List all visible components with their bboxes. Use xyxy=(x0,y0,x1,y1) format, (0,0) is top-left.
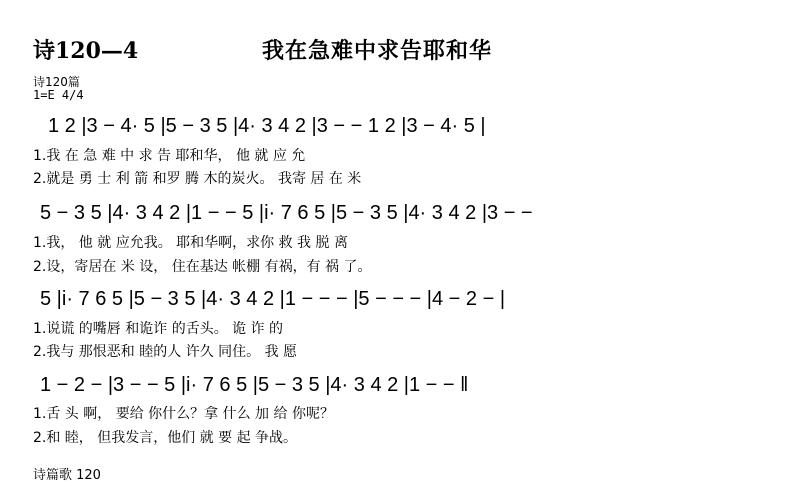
system-2-verse-1: 1.我， 他 就 应允我。 耶和华啊，求你 救 我 脱 离 xyxy=(33,235,348,251)
system-4-verse-1: 1.舌 头 啊， 要给 你什么？拿 什么 加 给 你呢？ xyxy=(33,406,334,422)
hymn-title: 我在急难中求告耶和华 xyxy=(262,38,493,64)
score-system-4 xyxy=(33,374,468,446)
score-system-2 xyxy=(33,202,533,275)
footer-label: 诗篇歌 120 xyxy=(33,468,101,483)
system-2-verse-2: 2.设，寄居在 米 设， 住在基达 帐棚 有祸，有 祸 了。 xyxy=(33,259,372,275)
system-4-notes: 1 − 2 − |3 − − 5 |i· 7 6 5 |5 − 3 5 |4· 3 4 2 |1 − − ‖ xyxy=(40,374,469,396)
hymn-number: 诗120—4 xyxy=(33,38,139,64)
score-system-3 xyxy=(33,288,505,360)
system-3-verse-2: 2.我与 那恨恶和 睦的人 许久 同住。 我 愿 xyxy=(33,344,298,360)
system-4-verse-2: 2.和 睦， 但我发言，他们 就 要 起 争战。 xyxy=(33,430,298,446)
key-signature: 1=E 4/4 xyxy=(33,88,84,102)
system-3-verse-1: 1.说谎 的嘴唇 和诡诈 的舌头。 诡 诈 的 xyxy=(33,321,284,337)
system-1-verse-1: 1.我 在 急 难 中 求 告 耶和华， 他 就 应 允 xyxy=(33,148,306,164)
score-system-1 xyxy=(33,115,486,187)
system-3-notes: 5 |i· 7 6 5 |5 − 3 5 |4· 3 4 2 |1 − − − |5 − − − |4 − 2 − | xyxy=(40,288,506,310)
system-1-verse-2: 2.就是 勇 士 利 箭 和罗 腾 木的炭火。 我寄 居 在 米 xyxy=(33,171,362,187)
source-label: 诗120篇 xyxy=(33,75,80,89)
system-1-notes: 1 2 |3 − 4· 5 |5 − 3 5 |4· 3 4 2 |3 − − 1 2 |3 − 4· 5 | xyxy=(48,115,486,137)
system-2-notes: 5 − 3 5 |4· 3 4 2 |1 − − 5 |i· 7 6 5 |5 − 3 5 |4· 3 4 2 |3 − − xyxy=(40,202,533,224)
